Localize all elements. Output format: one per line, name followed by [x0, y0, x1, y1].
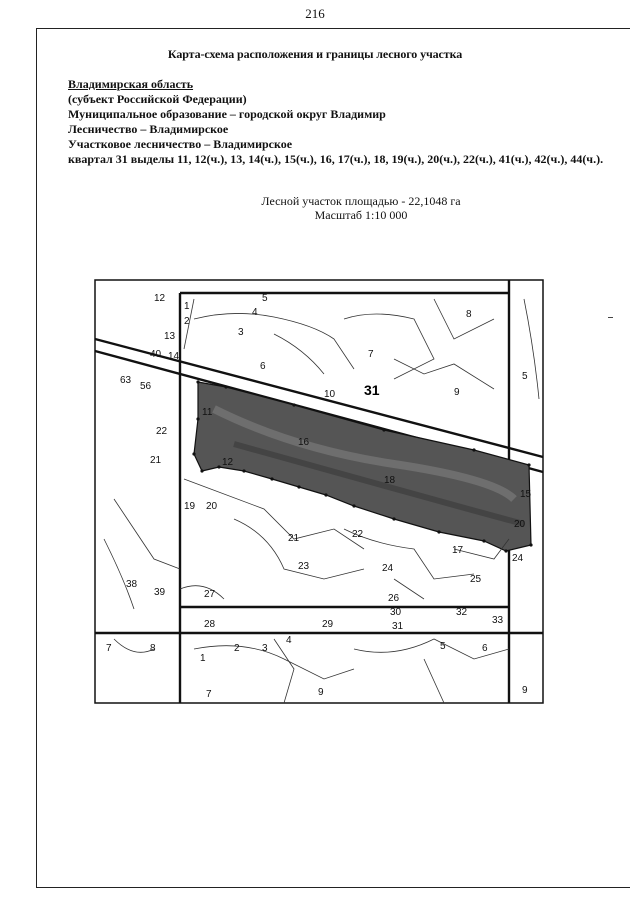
parcel-label: 22 — [352, 529, 364, 540]
parcel-label: 16 — [298, 437, 310, 448]
parcel-label: 39 — [154, 587, 166, 598]
quarter-number: 31 — [364, 382, 380, 398]
parcel-label: 20 — [514, 519, 526, 530]
parcel-label: 29 — [322, 619, 334, 630]
parcel-label: 22 — [156, 426, 168, 437]
parcel-label: 5 — [440, 641, 446, 652]
subject-line: (субъект Российской Федерации) — [68, 92, 247, 106]
parcel-label: 6 — [482, 643, 488, 654]
location-info — [68, 77, 613, 167]
parcel-label: 1 — [184, 301, 190, 312]
parcel-label: 9 — [522, 685, 528, 696]
parcel-label: 30 — [390, 607, 402, 618]
parcel-label: 18 — [384, 475, 396, 486]
district-forestry-line: Участковое лесничество – Владимирское — [68, 137, 293, 151]
parcel-label: 10 — [324, 389, 336, 400]
parcel-label: 12 — [154, 293, 166, 304]
parcel-label: 24 — [382, 563, 394, 574]
parcel-label: 56 — [140, 381, 152, 392]
parcel-label: 9 — [318, 687, 324, 698]
parcel-label: 21 — [150, 455, 162, 466]
parcel-label: 24 — [512, 553, 524, 564]
parcel-label: 3 — [238, 327, 244, 338]
parcel-label: 19 — [184, 501, 196, 512]
parcel-label: 25 — [470, 574, 482, 585]
area-block — [0, 194, 630, 222]
parcel-label: 2 — [184, 316, 190, 327]
parcel-label: 27 — [204, 589, 216, 600]
parcel-label: 5 — [522, 371, 528, 382]
parcel-label: 12 — [222, 457, 234, 468]
parcel-label: 23 — [298, 561, 310, 572]
parcel-label: 20 — [206, 501, 218, 512]
parcel-label: 7 — [206, 689, 212, 700]
parcel-label: 6 — [260, 361, 266, 372]
parcel-label: 2 — [234, 643, 240, 654]
forest-plot-map — [94, 279, 544, 704]
parcel-label: 9 — [454, 387, 460, 398]
parcel-label: 8 — [466, 309, 472, 320]
parcel-label: 7 — [106, 643, 112, 654]
forestry-line: Лесничество – Владимирское — [68, 122, 229, 136]
parcel-label: 40 — [150, 349, 162, 360]
parcel-label: 8 — [150, 643, 156, 654]
scale-text: Масштаб 1:10 000 — [314, 208, 408, 222]
parcel-label: 4 — [252, 307, 258, 318]
parcel-label: 4 — [286, 635, 292, 646]
parcel-label: 21 — [288, 533, 300, 544]
parcel-label: 3 — [262, 643, 268, 654]
quarter-line: квартал 31 выделы 11, 12(ч.), 13, 14(ч.), 15(ч.), 16, 17(ч.), 18, 19(ч.), 20(ч.), 22(ч.), 41(ч.), 42(ч.), 44(ч.). — [68, 152, 604, 166]
parcel-label: 63 — [120, 375, 132, 386]
parcel-label: 13 — [164, 331, 176, 342]
parcel-label: 14 — [168, 351, 180, 362]
parcel-label: 5 — [262, 293, 268, 304]
parcel-label: 38 — [126, 579, 138, 590]
region-line: Владимирская область — [68, 77, 194, 91]
parcel-label: 33 — [492, 615, 504, 626]
parcel-label: 32 — [456, 607, 468, 618]
parcel-label: 28 — [204, 619, 216, 630]
parcel-label: 15 — [520, 489, 532, 500]
area-text: Лесной участок площадью - 22,1048 га — [261, 194, 461, 208]
parcel-label: 26 — [388, 593, 400, 604]
document-title: Карта-схема расположения и границы лесного участка — [167, 47, 463, 61]
page-number: 216 — [305, 6, 325, 21]
municipality-line: Муниципальное образование – городской округ Владимир — [68, 107, 386, 121]
parcel-label: 17 — [452, 545, 464, 556]
parcel-label: 7 — [368, 349, 374, 360]
parcel-label: 11 — [202, 407, 213, 418]
parcel-label: 31 — [392, 621, 404, 632]
parcel-label: 1 — [200, 653, 206, 664]
margin-tick — [608, 317, 613, 318]
